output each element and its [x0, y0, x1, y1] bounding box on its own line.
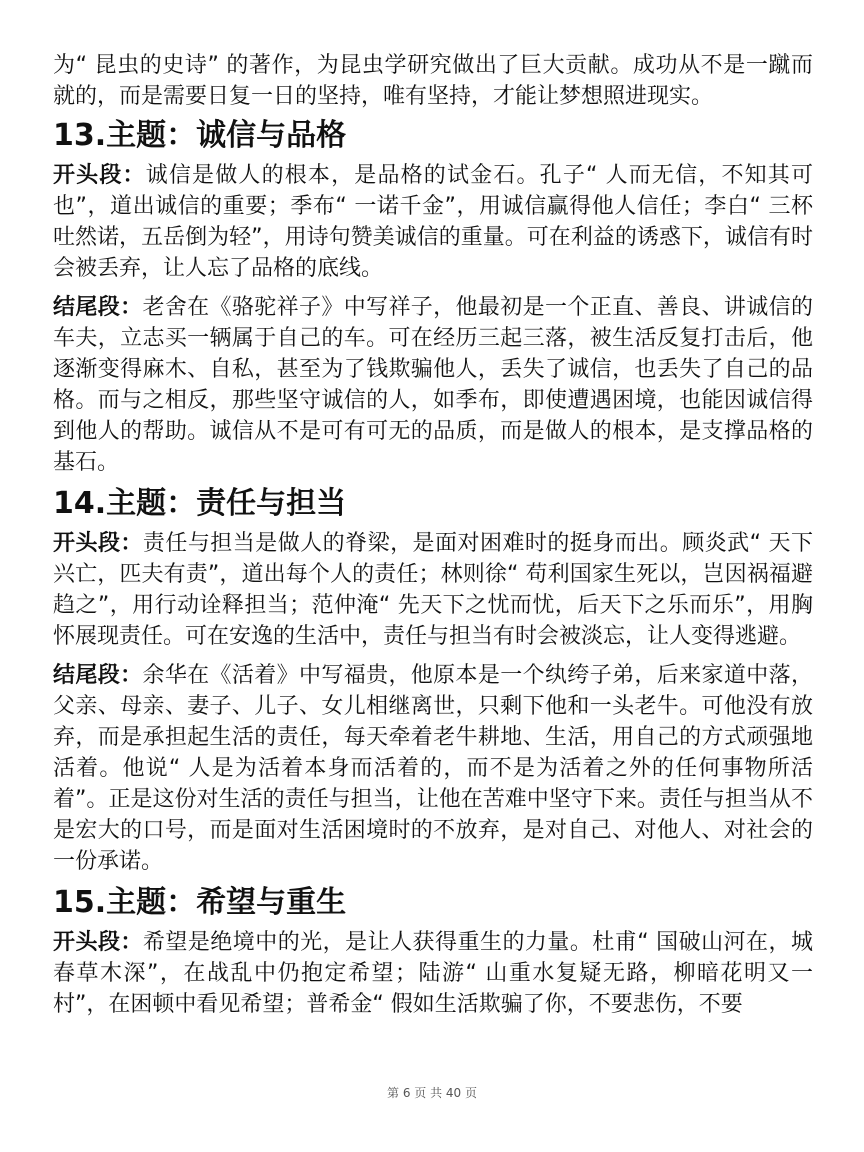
ending-text: 余华在《活着》中写福贵，他原本是一个纨绔子弟，后来家道中落，父亲、母亲、妻子、儿子、女儿相继离世，只剩下他和一头老牛。可他没有放弃，而是承担起生活的责任，每天牵着老牛耕地、生活，用自己的方式顽强地活着。他说“ 人是为活着本身而活着的，而不是为活着之外的任何事物所活着”。正是这份对生活的责任与担当，让他在苦难中坚守下来。责任与担当从不是宏大的口号，而是面对生活困境时的不放弃，是对自己、对他人、对社会的一份承诺。 [53, 663, 813, 874]
section-15-opening [53, 927, 813, 1020]
intro-paragraph: 为“ 昆虫的史诗” 的著作，为昆虫学研究做出了巨大贡献。成功从不是一蹴而就的，而是需要日复一日的坚持，唯有坚持，才能让梦想照进现实。 [53, 53, 813, 109]
section-13-opening [53, 160, 813, 284]
page-number-footer: 第 6 页 共 40 页 [387, 1086, 477, 1100]
opening-text: 责任与担当是做人的脊梁，是面对困难时的挺身而出。顾炎武“ 天下兴亡，匹夫有责”，道出每个人的责任；林则徐“ 苟利国家生死以，岂因祸福避趋之”，用行动诠释担当；范仲淹“ 先天下之忧而忧，后天下之乐而乐”，用胸怀展现责任。可在安逸的生活中，责任与担当有时会被淡忘，让人变得逃避。 [53, 531, 813, 649]
section-15-heading: 15.主题：希望与重生 [53, 885, 347, 920]
ending-label: 结尾段： [53, 295, 143, 320]
document-page [53, 50, 813, 1028]
opening-label: 开头段： [53, 930, 143, 955]
section-13-ending [53, 292, 813, 478]
opening-text: 希望是绝境中的光，是让人获得重生的力量。杜甫“ 国破山河在，城春草木深”，在战乱中仍抱定希望；陆游“ 山重水复疑无路，柳暗花明又一村”，在困顿中看见希望；普希金“ 假如生活欺骗了你，不要悲伤，不要 [53, 930, 813, 1017]
ending-label: 结尾段： [53, 663, 143, 688]
ending-text: 老舍在《骆驼祥子》中写祥子，他最初是一个正直、善良、讲诚信的车夫，立志买一辆属于自己的车。可在经历三起三落，被生活反复打击后，他逐渐变得麻木、自私，甚至为了钱欺骗他人，丢失了诚信，也丢失了自己的品格。而与之相反，那些坚守诚信的人，如季布，即使遭遇困境，也能因诚信得到他人的帮助。诚信从不是可有可无的品质，而是做人的根本，是支撑品格的基石。 [53, 295, 813, 475]
section-13-heading: 13.主题：诚信与品格 [53, 118, 347, 153]
section-14-heading: 14.主题：责任与担当 [53, 486, 347, 521]
opening-label: 开头段： [53, 163, 146, 188]
opening-text: 诚信是做人的根本，是品格的试金石。孔子“ 人而无信，不知其可也”，道出诚信的重要；季布“ 一诺千金”，用诚信赢得他人信任；李白“ 三杯吐然诺，五岳倒为轻”，用诗句赞美诚信的重量。可在利益的诱惑下，诚信有时会被丢弃，让人忘了品格的底线。 [53, 163, 813, 281]
opening-label: 开头段： [53, 531, 143, 556]
section-14-ending [53, 660, 813, 877]
section-14-opening [53, 528, 813, 652]
